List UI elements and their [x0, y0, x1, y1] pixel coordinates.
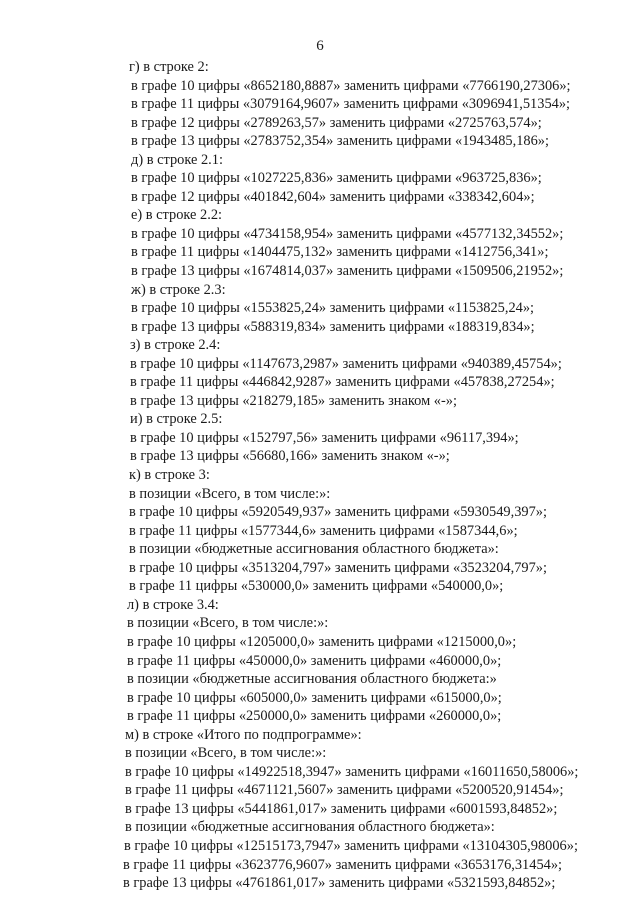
text-line: в графе 10 цифры «14922518,3947» заменить цифрами «16011650,58006»; [125, 763, 579, 780]
text-line: з) в строке 2.4: [130, 337, 221, 354]
text-line: е) в строке 2.2: [131, 207, 223, 224]
text-line: в графе 10 цифры «3513204,797» заменить цифрами «3523204,797»; [129, 559, 547, 576]
text-line: в графе 11 цифры «3079164,9607» заменить цифрами «3096941,51354»; [131, 96, 571, 113]
text-line: в позиции «бюджетные ассигнования областного бюджета:» [127, 671, 497, 688]
text-line: в графе 10 цифры «152797,56» заменить цифрами «96117,394»; [130, 429, 519, 446]
text-line: в графе 11 цифры «3623776,9607» заменить цифрами «3653176,31454»; [123, 856, 563, 873]
text-line: в графе 11 цифры «4671121,5607» заменить цифрами «5200520,91454»; [125, 782, 564, 799]
text-line: в позиции «Всего, в том числе:»: [129, 485, 331, 502]
text-line: д) в строке 2.1: [131, 151, 223, 168]
text-line: в графе 13 цифры «588319,834» заменить цифрами «188319,834»; [131, 318, 535, 335]
text-line: в графе 11 цифры «450000,0» заменить цифрами «460000,0»; [127, 652, 502, 669]
text-line: к) в строке 3: [129, 467, 210, 484]
text-line: в графе 13 цифры «1674814,037» заменить цифрами «1509506,21952»; [131, 263, 564, 280]
text-line: г) в строке 2: [129, 59, 209, 75]
text-line: в графе 10 цифры «1027225,836» заменить цифрами «963725,836»; [131, 170, 542, 187]
text-line: и) в строке 2.5: [130, 411, 223, 428]
text-line: в графе 10 цифры «8652180,8887» заменить цифрами «7766190,27306»; [131, 77, 571, 94]
text-line: в графе 13 цифры «56680,166» заменить знаком «-»; [130, 448, 450, 465]
text-line: в позиции «Всего, в том числе:»: [127, 615, 329, 632]
text-line: в позиции «бюджетные ассигнования областного бюджета»: [129, 541, 499, 558]
text-line: в графе 12 цифры «401842,604» заменить цифрами «338342,604»; [131, 188, 535, 205]
text-line: в графе 10 цифры «1553825,24» заменить цифрами «1153825,24»; [131, 300, 535, 317]
text-line: л) в строке 3.4: [127, 596, 219, 613]
text-line: в графе 11 цифры «530000,0» заменить цифрами «540000,0»; [129, 578, 504, 595]
text-line: в графе 10 цифры «5920549,937» заменить цифрами «5930549,397»; [129, 504, 547, 521]
text-line: в графе 10 цифры «1147673,2987» заменить цифрами «940389,45754»; [130, 355, 562, 372]
text-line: в графе 11 цифры «446842,9287» заменить цифрами «457838,27254»; [130, 374, 555, 391]
text-line: в графе 10 цифры «605000,0» заменить цифрами «615000,0»; [127, 689, 502, 706]
text-line: ж) в строке 2.3: [131, 281, 226, 298]
text-line: в графе 13 цифры «4761861,017» заменить цифрами «5321593,84852»; [123, 875, 556, 892]
text-line: в графе 10 цифры «1205000,0» заменить цифрами «1215000,0»; [127, 633, 517, 650]
page-number: 6 [316, 38, 324, 54]
text-line: м) в строке «Итого по подпрограмме»: [125, 726, 362, 743]
text-line: в графе 10 цифры «12515173,7947» заменить цифрами «13104305,98006»; [124, 837, 578, 854]
text-line: в графе 13 цифры «2783752,354» заменить цифрами «1943485,186»; [131, 133, 549, 150]
text-line: в позиции «бюджетные ассигнования областного бюджета»: [125, 819, 495, 836]
text-line: в графе 13 цифры «218279,185» заменить знаком «-»; [130, 392, 457, 409]
text-line: в позиции «Всего, в том числе:»: [125, 745, 327, 762]
document-body [0, 58, 640, 893]
text-line: в графе 11 цифры «1577344,6» заменить цифрами «1587344,6»; [129, 522, 518, 539]
text-line: в графе 11 цифры «250000,0» заменить цифрами «260000,0»; [127, 708, 502, 725]
text-line: в графе 13 цифры «5441861,017» заменить цифрами «6001593,84852»; [125, 800, 558, 817]
text-line: в графе 10 цифры «4734158,954» заменить цифрами «4577132,34552»; [131, 225, 564, 242]
text-line: в графе 11 цифры «1404475,132» заменить цифрами «1412756,341»; [131, 244, 549, 261]
text-line: в графе 12 цифры «2789263,57» заменить цифрами «2725763,574»; [131, 114, 542, 131]
